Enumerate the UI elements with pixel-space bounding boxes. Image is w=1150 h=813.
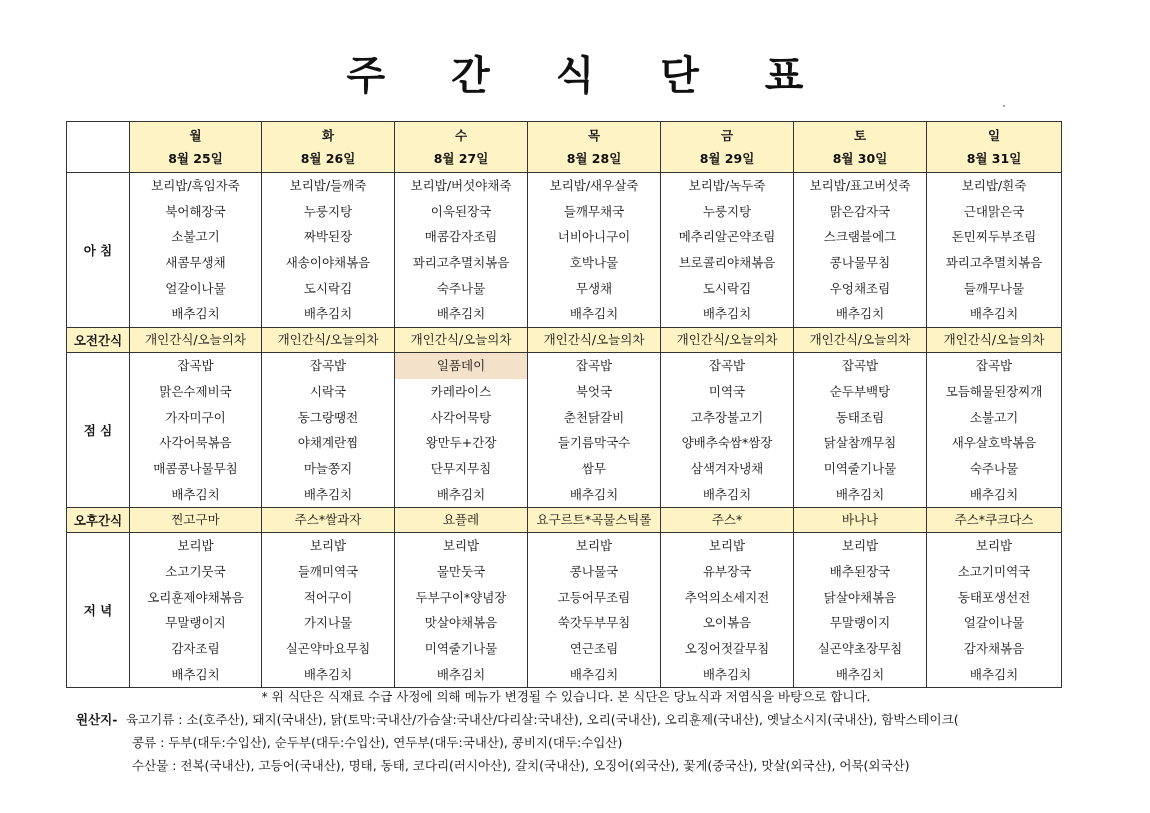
- day-header: [395, 122, 528, 173]
- snack-item: 개인간식/오늘의차: [130, 328, 262, 353]
- menu-item: 새콤무생채: [165, 255, 226, 271]
- menu-item: 감자채볶음: [963, 641, 1025, 656]
- menu-item: 이욱된장국: [430, 203, 492, 219]
- menu-item: 매콤콩나물무침: [153, 460, 238, 476]
- meal-row: [67, 353, 1062, 508]
- snack-item: 주스*쿠크다스: [927, 508, 1062, 533]
- menu-item: 사각어묵탕: [430, 409, 492, 425]
- menu-item: 잡곡밥: [177, 358, 214, 374]
- day-header: [927, 122, 1062, 173]
- meal-row: [67, 173, 1062, 328]
- meal-cell: [395, 173, 528, 328]
- menu-item: 배추김치: [303, 486, 353, 502]
- menu-item: 얼갈이나물: [165, 280, 226, 296]
- menu-item: 숙주나물: [436, 280, 486, 296]
- menu-item: 무말랭이지: [829, 615, 891, 631]
- menu-item: 오이볶음: [702, 615, 752, 631]
- snack-row: [67, 328, 1062, 353]
- meal-cell: [794, 353, 927, 508]
- menu-item: 가지나물: [303, 615, 353, 631]
- menu-item: 유부장국: [702, 563, 752, 579]
- menu-item: 동그랑땡전: [297, 409, 359, 425]
- meal-cell: [927, 353, 1062, 508]
- menu-item: 우엉채조림: [829, 280, 891, 296]
- page-title: 주 간 식 단 표: [346, 53, 830, 99]
- meal-cell: [130, 353, 262, 508]
- menu-item: 닭살참깨무침: [823, 435, 897, 451]
- meal-cell: [661, 533, 794, 688]
- notes-section: [66, 685, 1066, 777]
- menu-item: 미역국: [708, 383, 746, 399]
- meal-cell: [130, 533, 262, 688]
- snack-item: 요구르트*곡물스틱롤: [528, 508, 661, 533]
- meal-cell: [395, 533, 528, 688]
- snack-item: 바나나: [794, 508, 927, 533]
- menu-item: 실곤약초장무침: [817, 641, 903, 656]
- menu-item: 미역줄기나물: [823, 460, 897, 476]
- meal-cell: [395, 353, 528, 508]
- menu-item: 실곤약마요무침: [285, 641, 371, 656]
- meal-cell: [528, 173, 661, 328]
- origin-label: 원산지-: [76, 712, 118, 727]
- snack-item: 개인간식/오늘의차: [262, 328, 395, 353]
- menu-item: 호박나물: [569, 255, 619, 271]
- day-date: 8월 25일: [168, 151, 223, 166]
- meal-cell: [661, 353, 794, 508]
- menu-item: 추억의소세지전: [684, 589, 770, 605]
- menu-item: 스크램블에그: [823, 229, 897, 245]
- day-date: 8월 31일: [966, 151, 1022, 166]
- menu-item: 배추김치: [436, 306, 486, 322]
- origin-line-meat: [66, 708, 1066, 731]
- menu-item: 북어해장국: [165, 203, 226, 219]
- menu-item: 소고기미역국: [957, 563, 1031, 579]
- meal-cell: [528, 353, 661, 508]
- menu-item: 순두부백탕: [829, 383, 891, 399]
- menu-item: 얼갈이나물: [963, 615, 1025, 631]
- meal-cell: [130, 173, 262, 328]
- header-row: [67, 122, 1062, 173]
- menu-item: 보리밥/버섯야채죽: [410, 178, 512, 193]
- menu-item: 오징어젓갈무침: [684, 641, 770, 656]
- corner-cell: [67, 122, 130, 173]
- menu-item: 소고기뭇국: [165, 563, 226, 579]
- menu-item: 배추김치: [171, 666, 220, 682]
- menu-item: 시락국: [309, 383, 347, 399]
- menu-item: 배추김치: [171, 306, 220, 322]
- menu-item: 삼색겨자냉채: [690, 460, 764, 476]
- menu-item: 배추김치: [171, 486, 220, 502]
- meal-cell: [262, 533, 395, 688]
- day-name: 토: [853, 128, 867, 143]
- menu-item: 동태포생선전: [957, 589, 1031, 605]
- menu-item: 왕만두+간장: [425, 435, 497, 451]
- meal-cell: [794, 173, 927, 328]
- menu-item: 잡곡밥: [309, 358, 347, 374]
- menu-item: 배추김치: [702, 306, 752, 322]
- origin-line-seafood: 수산물 : 전복(국내산), 고등어(국내산), 명태, 동태, 코다리(러시아산), 갈치(국내산), 오징어(외국산), 꽃게(중국산), 맛살(외국산), 어묵(외국산): [132, 758, 910, 773]
- day-name: 목: [587, 128, 601, 143]
- menu-item: 도시락김: [303, 280, 353, 296]
- menu-item: 두부구이*양념장: [415, 589, 507, 605]
- menu-item: 배추김치: [436, 666, 486, 682]
- day-header: [661, 122, 794, 173]
- menu-item: 새송이야채볶음: [285, 255, 371, 271]
- menu-item: 들깨무나물: [963, 280, 1025, 296]
- meal-cell: [927, 533, 1062, 688]
- menu-item: 배추김치: [569, 486, 619, 502]
- menu-item: 보리밥/들깨죽: [289, 178, 367, 193]
- menu-item: 브로콜리야채볶음: [678, 255, 776, 271]
- menu-item: 배추김치: [969, 486, 1019, 502]
- menu-item: 숙주나물: [969, 460, 1019, 476]
- menu-item: 고추장불고기: [690, 409, 764, 425]
- day-header: [794, 122, 927, 173]
- origin-line-beans: 콩류 : 두부(대두:수입산), 순두부(대두:수입산), 연두부(대두:국내산), 콩비지(대두:수입산): [132, 735, 623, 750]
- menu-item: 보리밥: [177, 538, 214, 554]
- menu-item: 단무지무침: [430, 460, 492, 476]
- menu-item: 물만둣국: [436, 563, 486, 579]
- menu-item: 감자조림: [171, 641, 220, 656]
- menu-item: 보리밥: [309, 538, 347, 554]
- menu-item: 돈민찌두부조림: [951, 229, 1037, 245]
- day-date: 8월 30일: [832, 151, 888, 166]
- menu-item: 메추리알곤약조림: [678, 229, 776, 245]
- day-date: 8월 29일: [699, 151, 755, 166]
- menu-item: 마늘쫑지: [303, 460, 353, 476]
- menu-item: 맛살야채볶음: [424, 615, 498, 631]
- menu-item: 닭살야채볶음: [823, 589, 897, 605]
- row-label: 아 침: [67, 173, 130, 328]
- menu-item: 일품데이: [395, 353, 527, 379]
- menu-item: 카레라이스: [430, 383, 492, 399]
- day-name: 금: [720, 128, 734, 143]
- menu-item: 연근조림: [569, 641, 619, 656]
- menu-item: 배추김치: [702, 666, 752, 682]
- menu-item: 춘천닭갈비: [563, 409, 625, 425]
- meal-cell: [794, 533, 927, 688]
- snack-item: 개인간식/오늘의차: [661, 328, 794, 353]
- notice-text: * 위 식단은 식재료 수급 사정에 의해 메뉴가 변경될 수 있습니다. 본 식단은 당뇨식과 저염식을 바탕으로 합니다.: [261, 689, 871, 704]
- menu-item: 쌈무: [581, 460, 607, 476]
- menu-item: 배추김치: [303, 666, 353, 682]
- menu-item: 배추김치: [969, 306, 1019, 322]
- menu-item: 보리밥: [975, 538, 1013, 554]
- menu-item: 근대맑은국: [963, 203, 1025, 219]
- menu-item: 꽈리고추멸치볶음: [412, 255, 510, 271]
- menu-item: 오리훈제야채볶음: [147, 589, 244, 605]
- menu-item: 미역줄기나물: [424, 641, 498, 656]
- menu-item: 배추김치: [835, 306, 885, 322]
- menu-item: 맑은감자국: [829, 203, 891, 219]
- menu-item: 콩나물국: [569, 563, 619, 579]
- day-name: 일: [987, 128, 1001, 143]
- day-name: 수: [454, 128, 468, 143]
- menu-item: 양배추숙쌈*쌈장: [681, 435, 773, 451]
- menu-item: 배추김치: [969, 666, 1019, 682]
- menu-item: 배추김치: [436, 486, 486, 502]
- menu-item: 보리밥/표고버섯죽: [809, 178, 911, 193]
- menu-item: 보리밥: [575, 538, 613, 554]
- menu-item: 누룽지탕: [702, 203, 752, 219]
- menu-item: 배추된장국: [829, 563, 891, 579]
- day-header: [130, 122, 262, 173]
- menu-item: 잡곡밥: [708, 358, 746, 374]
- row-label: 저 녁: [67, 533, 130, 688]
- menu-item: 동태조림: [835, 409, 885, 425]
- menu-item: 들깨무채국: [563, 203, 625, 219]
- menu-item: 보리밥: [442, 538, 480, 554]
- menu-item: 맑은수제비국: [159, 383, 232, 399]
- menu-item: 보리밥/새우살죽: [549, 178, 639, 193]
- snack-item: 개인간식/오늘의차: [794, 328, 927, 353]
- menu-item: 배추김치: [303, 306, 353, 322]
- scan-dot: [1003, 105, 1005, 107]
- menu-item: 도시락김: [702, 280, 752, 296]
- menu-item: 누룽지탕: [303, 203, 353, 219]
- meal-cell: [661, 173, 794, 328]
- menu-item: 너비아니구이: [557, 229, 631, 245]
- menu-item: 잡곡밥: [575, 358, 613, 374]
- menu-item: 무생채: [575, 280, 613, 296]
- meal-row: [67, 533, 1062, 688]
- meal-cell: [262, 353, 395, 508]
- menu-item: 들깨미역국: [297, 563, 359, 579]
- day-date: 8월 26일: [300, 151, 356, 166]
- menu-item: 적어구이: [303, 589, 353, 605]
- day-name: 월: [189, 128, 202, 143]
- menu-item: 소불고기: [171, 229, 220, 245]
- meal-cell: [927, 173, 1062, 328]
- menu-item: 가자미구이: [165, 409, 226, 425]
- menu-item: 무말랭이지: [165, 615, 226, 631]
- day-date: 8월 28일: [566, 151, 622, 166]
- menu-item: 꽈리고추멸치볶음: [945, 255, 1043, 271]
- menu-item: 소불고기: [969, 409, 1019, 425]
- origin-text-meat: 육고기류 : 소(호주산), 돼지(국내산), 닭(토막:국내산/가슴살:국내산/다리살:국내산), 오리(국내산), 오리훈제(국내산), 옛날소시지(국내산), 함박스테이크(: [126, 712, 959, 727]
- menu-item: 잡곡밥: [975, 358, 1013, 374]
- snack-item: 개인간식/오늘의차: [528, 328, 661, 353]
- menu-item: 배추김치: [702, 486, 752, 502]
- day-header: [262, 122, 395, 173]
- menu-item: 보리밥/흰죽: [961, 178, 1027, 193]
- snack-item: 찐고구마: [130, 508, 262, 533]
- menu-item: 쑥갓두부무침: [557, 615, 631, 631]
- menu-item: 매콤감자조림: [424, 229, 498, 245]
- snack-row: [67, 508, 1062, 533]
- row-label: 오전간식: [67, 328, 130, 353]
- snack-item: 주스*쌀과자: [262, 508, 395, 533]
- menu-item: 보리밥: [708, 538, 746, 554]
- menu-item: 배추김치: [569, 666, 619, 682]
- menu-item: 잡곡밥: [841, 358, 879, 374]
- day-header: [528, 122, 661, 173]
- menu-item: 모듬해물된장찌개: [945, 383, 1043, 399]
- meal-cell: [262, 173, 395, 328]
- row-label: 점 심: [67, 353, 130, 508]
- menu-item: 보리밥/흑임자죽: [151, 178, 240, 193]
- menu-item: 야채계란찜: [297, 435, 359, 451]
- snack-item: 요플레: [395, 508, 528, 533]
- menu-item: 사각어묵볶음: [159, 435, 232, 451]
- day-date: 8월 27일: [433, 151, 489, 166]
- menu-item: 콩나물무침: [829, 255, 891, 271]
- menu-item: 짜박된장: [303, 229, 353, 245]
- meal-cell: [528, 533, 661, 688]
- menu-item: 배추김치: [569, 306, 619, 322]
- menu-item: 들기름막국수: [557, 435, 631, 451]
- snack-item: 주스*: [661, 508, 794, 533]
- snack-item: 개인간식/오늘의차: [927, 328, 1062, 353]
- menu-item: 배추김치: [835, 666, 885, 682]
- menu-item: 새우살호박볶음: [951, 435, 1037, 451]
- menu-item: 배추김치: [835, 486, 885, 502]
- snack-item: 개인간식/오늘의차: [395, 328, 528, 353]
- weekly-menu-table: [66, 121, 1062, 688]
- day-name: 화: [321, 128, 335, 143]
- menu-item: 북엇국: [575, 383, 613, 399]
- menu-item: 보리밥: [841, 538, 879, 554]
- row-label: 오후간식: [67, 508, 130, 533]
- menu-item: 보리밥/녹두죽: [688, 178, 766, 193]
- menu-item: 고등어무조림: [557, 589, 631, 605]
